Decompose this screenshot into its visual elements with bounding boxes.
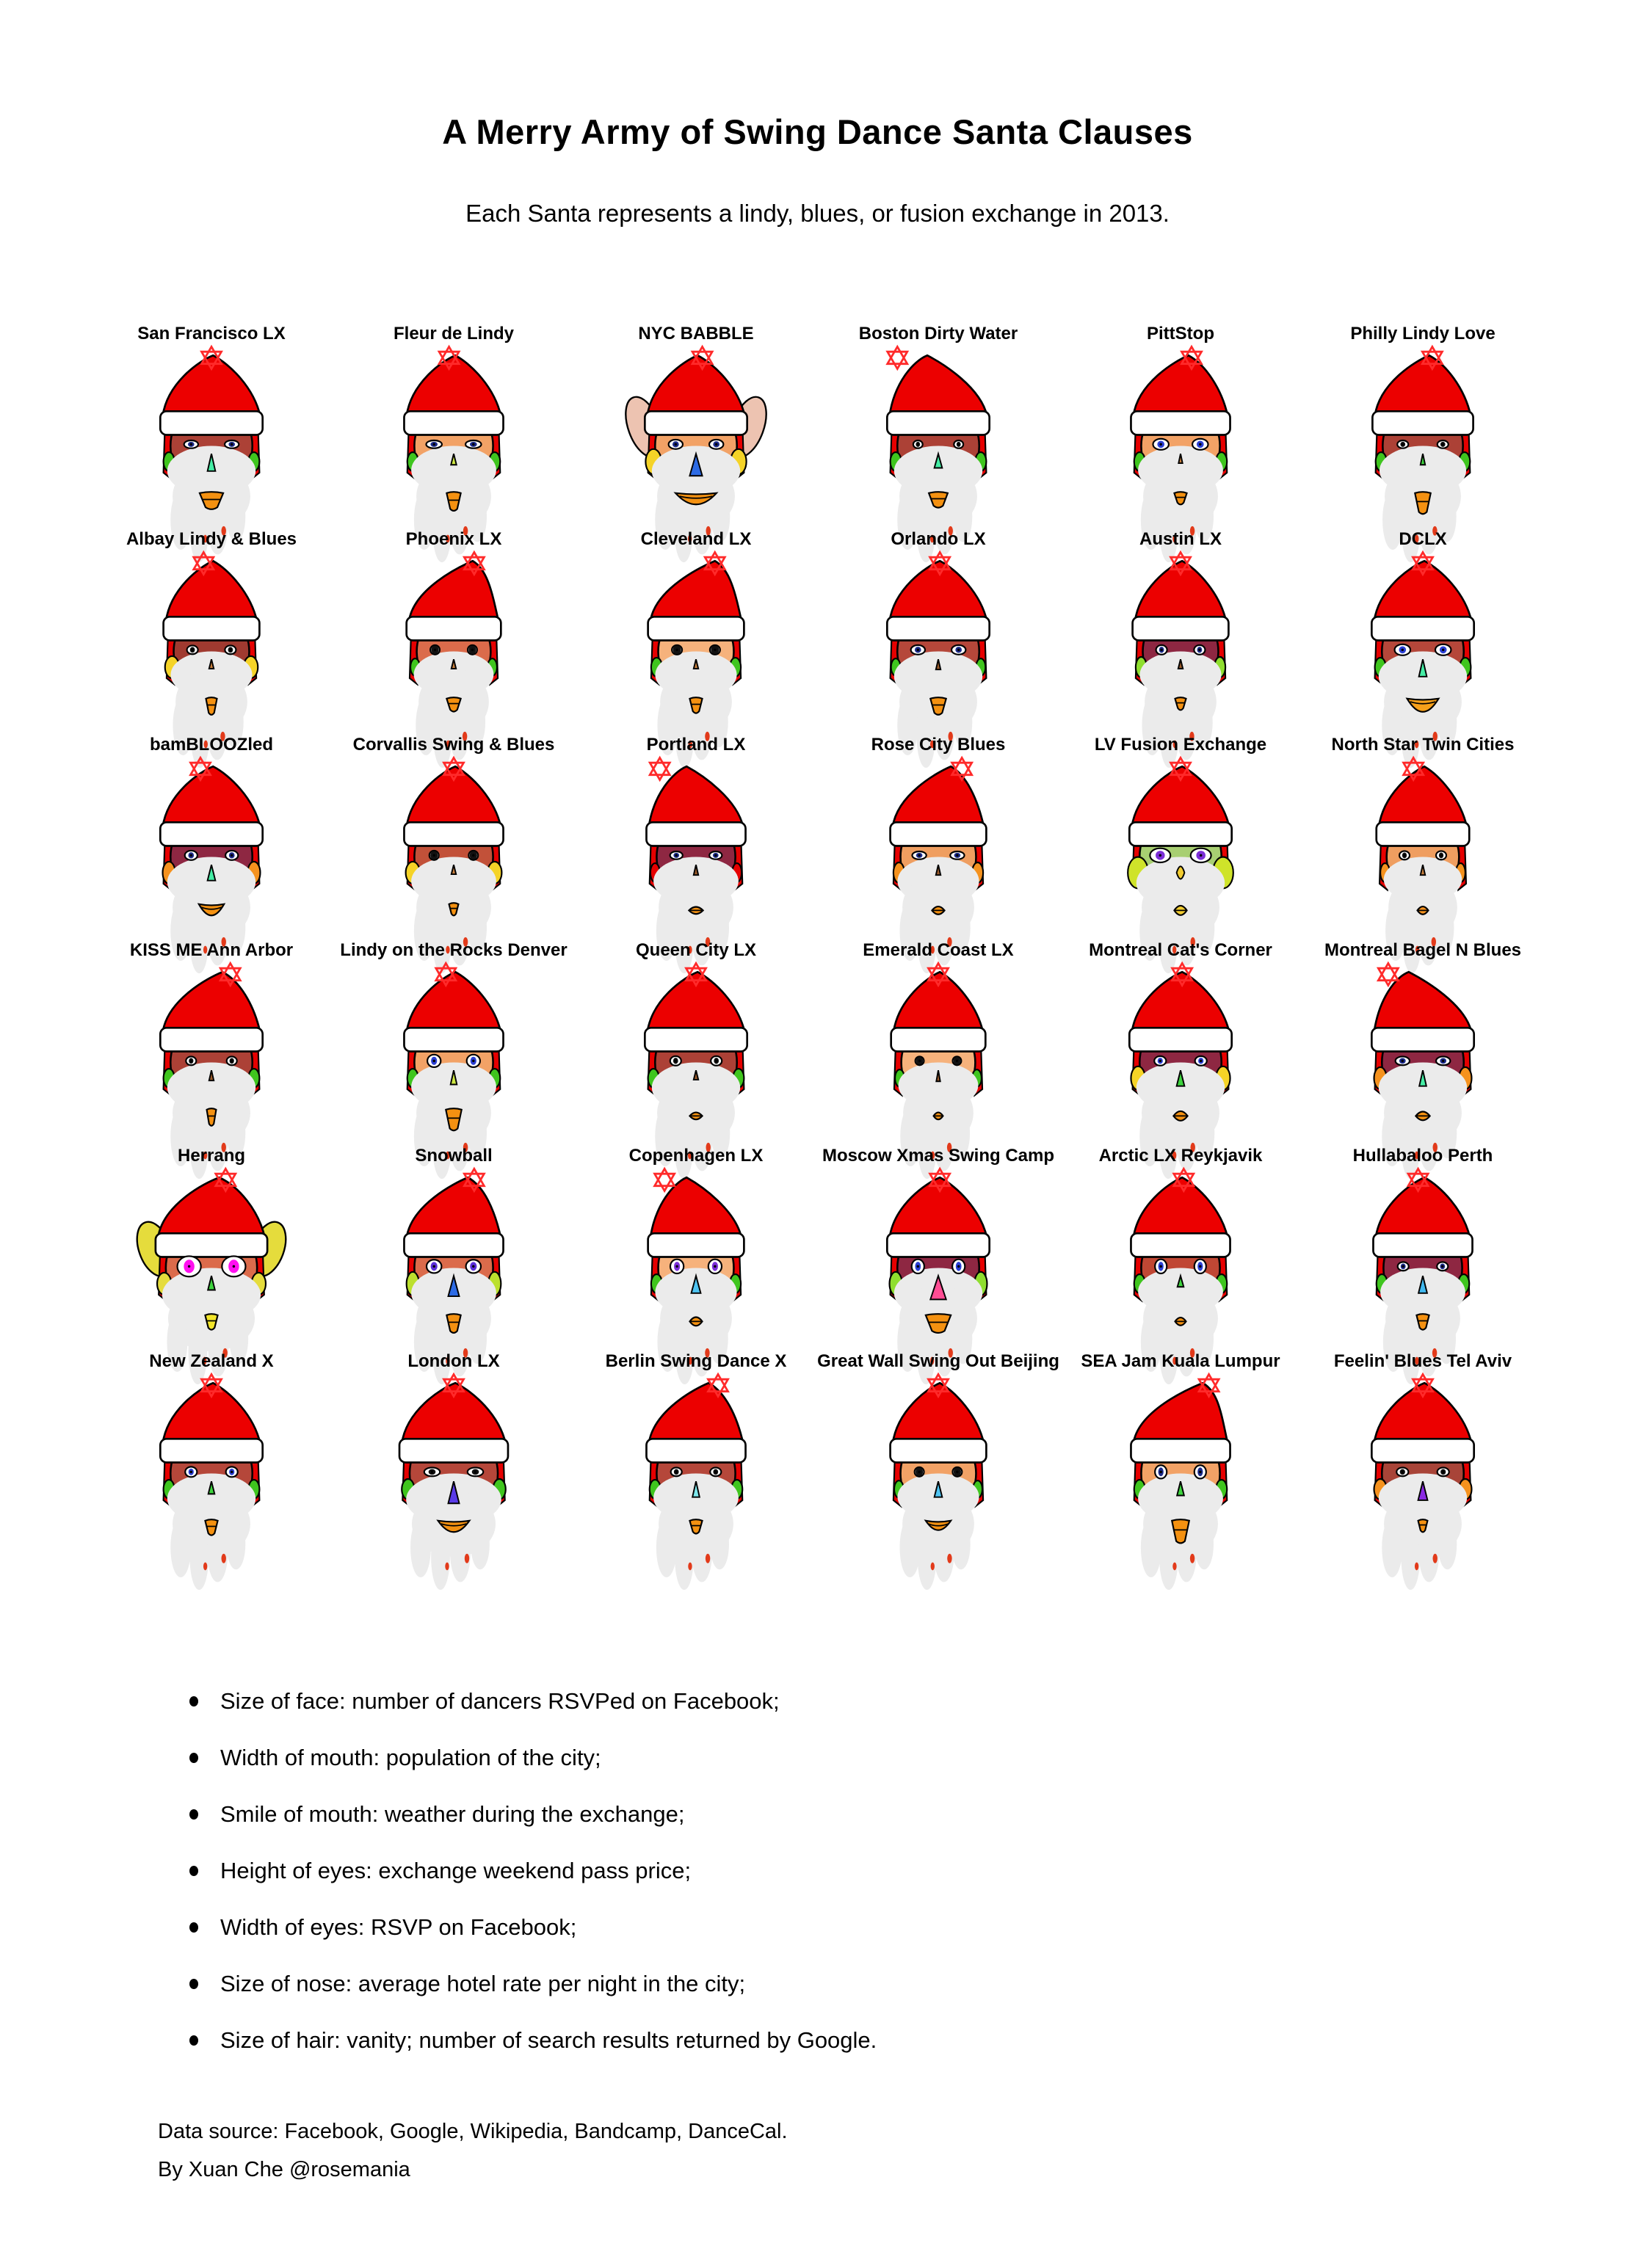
santa-cell bbox=[333, 323, 575, 528]
santa-cell bbox=[817, 939, 1059, 1145]
legend-item: Size of hair: vanity; number of search results returned by Google. bbox=[184, 2027, 1285, 2054]
santa-label: Queen City LX bbox=[635, 940, 757, 960]
santa-face-svg bbox=[1094, 548, 1267, 755]
santa-label: SEA Jam Kuala Lumpur bbox=[1081, 1351, 1280, 1371]
santa-label: Copenhagen LX bbox=[628, 1146, 764, 1166]
santa-cell bbox=[333, 1351, 575, 1556]
santa-face bbox=[125, 342, 298, 550]
santa-face-svg bbox=[852, 959, 1025, 1166]
santa-label: Montreal Cat's Corner bbox=[1089, 940, 1272, 960]
santa-face bbox=[1094, 1370, 1267, 1577]
santa-face bbox=[367, 548, 540, 755]
santa-label: NYC BABBLE bbox=[638, 324, 754, 344]
santa-label: Albay Lindy & Blues bbox=[126, 529, 297, 549]
legend-item: Height of eyes: exchange weekend pass price; bbox=[184, 1858, 1285, 1884]
santa-label: Cleveland LX bbox=[640, 529, 752, 549]
legend-list bbox=[184, 1688, 1285, 2084]
santa-face-svg bbox=[1094, 753, 1267, 961]
santa-label: Emerald Coast LX bbox=[863, 940, 1014, 960]
santa-label: London LX bbox=[407, 1351, 500, 1371]
santa-face bbox=[852, 1164, 1025, 1372]
santa-label: Feelin' Blues Tel Aviv bbox=[1333, 1351, 1512, 1371]
santa-face bbox=[1336, 1164, 1509, 1372]
santa-face-svg bbox=[125, 753, 298, 961]
santa-cell bbox=[1059, 528, 1302, 734]
santa-label: Lindy on the Rocks Denver bbox=[340, 940, 568, 960]
santa-face-svg bbox=[1336, 342, 1509, 550]
santa-cell bbox=[1302, 939, 1544, 1145]
santa-cell bbox=[817, 528, 1059, 734]
santa-label: Great Wall Swing Out Beijing bbox=[817, 1351, 1059, 1371]
santa-cell bbox=[575, 1351, 817, 1556]
santa-face bbox=[125, 548, 298, 755]
santa-face bbox=[852, 753, 1025, 961]
santa-cell bbox=[575, 1145, 817, 1351]
santa-face-svg bbox=[1336, 1370, 1509, 1577]
santa-face bbox=[1336, 548, 1509, 755]
santa-label: DCLX bbox=[1399, 529, 1447, 549]
santa-face-svg bbox=[1094, 342, 1267, 550]
santa-face bbox=[1094, 548, 1267, 755]
santa-face-svg bbox=[1336, 1164, 1509, 1372]
santa-face bbox=[609, 1370, 783, 1577]
santa-label: Philly Lindy Love bbox=[1350, 324, 1496, 344]
santa-label: San Francisco LX bbox=[137, 324, 286, 344]
santa-face-svg bbox=[852, 753, 1025, 961]
data-source-note: Data source: Facebook, Google, Wikipedia, Bandcamp, DanceCal. bbox=[158, 2120, 788, 2143]
santa-face bbox=[852, 342, 1025, 550]
santa-label: Hullabaloo Perth bbox=[1352, 1146, 1493, 1166]
santa-face-svg bbox=[367, 959, 540, 1166]
santa-label: Moscow Xmas Swing Camp bbox=[822, 1146, 1055, 1166]
santa-face bbox=[1094, 342, 1267, 550]
santa-grid bbox=[90, 323, 1544, 1556]
santa-face-svg bbox=[125, 548, 298, 755]
santa-face-svg bbox=[852, 1164, 1025, 1372]
santa-face-svg bbox=[1094, 959, 1267, 1166]
santa-label: Corvallis Swing & Blues bbox=[352, 735, 555, 755]
santa-face-svg bbox=[852, 342, 1025, 550]
santa-face bbox=[609, 753, 783, 961]
legend-item: Smile of mouth: weather during the exchange; bbox=[184, 1801, 1285, 1828]
santa-face bbox=[609, 548, 783, 755]
santa-label: KISS ME Ann Arbor bbox=[129, 940, 294, 960]
santa-cell bbox=[575, 939, 817, 1145]
santa-face-svg bbox=[609, 548, 783, 755]
santa-label: Herrang bbox=[177, 1146, 246, 1166]
santa-face bbox=[367, 1370, 540, 1577]
santa-face-svg bbox=[609, 753, 783, 961]
santa-face-svg bbox=[125, 1164, 298, 1372]
santa-face-svg bbox=[852, 1370, 1025, 1577]
legend-item: Size of face: number of dancers RSVPed on Facebook; bbox=[184, 1688, 1285, 1715]
santa-face-svg bbox=[609, 1370, 783, 1577]
santa-cell bbox=[817, 323, 1059, 528]
santa-cell bbox=[90, 734, 333, 939]
santa-face-svg bbox=[1336, 548, 1509, 755]
santa-cell bbox=[1059, 1351, 1302, 1556]
santa-label: bamBLOOZled bbox=[149, 735, 273, 755]
santa-label: Fleur de Lindy bbox=[393, 324, 514, 344]
santa-face bbox=[367, 959, 540, 1166]
santa-face bbox=[125, 1370, 298, 1577]
santa-face bbox=[1094, 753, 1267, 961]
santa-face-svg bbox=[1336, 753, 1509, 961]
santa-label: Austin LX bbox=[1139, 529, 1222, 549]
santa-face bbox=[1336, 959, 1509, 1166]
santa-label: Arctic LX Reykjavik bbox=[1098, 1146, 1263, 1166]
legend-item: Width of eyes: RSVP on Facebook; bbox=[184, 1914, 1285, 1941]
santa-face-svg bbox=[367, 342, 540, 550]
santa-face bbox=[1094, 1164, 1267, 1372]
santa-cell bbox=[1302, 528, 1544, 734]
page-subtitle: Each Santa represents a lindy, blues, or fusion exchange in 2013. bbox=[465, 200, 1170, 227]
santa-cell bbox=[90, 323, 333, 528]
santa-label: New Zealand X bbox=[149, 1351, 274, 1371]
santa-face-svg bbox=[1336, 959, 1509, 1166]
santa-face-svg bbox=[852, 548, 1025, 755]
santa-face-svg bbox=[125, 342, 298, 550]
santa-label: PittStop bbox=[1147, 324, 1214, 344]
santa-face-svg bbox=[1094, 1370, 1267, 1577]
santa-label: Snowball bbox=[415, 1146, 493, 1166]
santa-cell bbox=[817, 1145, 1059, 1351]
santa-cell bbox=[333, 528, 575, 734]
santa-label: Montreal Bagel N Blues bbox=[1324, 940, 1522, 960]
santa-cell bbox=[817, 734, 1059, 939]
santa-cell bbox=[1059, 1145, 1302, 1351]
santa-cell bbox=[1302, 1145, 1544, 1351]
santa-face bbox=[1336, 753, 1509, 961]
legend-item: Size of nose: average hotel rate per night in the city; bbox=[184, 1971, 1285, 1997]
santa-face-svg bbox=[367, 1164, 540, 1372]
santa-cell bbox=[817, 1351, 1059, 1556]
santa-cell bbox=[1059, 323, 1302, 528]
santa-cell bbox=[90, 1145, 333, 1351]
santa-label: Portland LX bbox=[646, 735, 746, 755]
santa-label: Boston Dirty Water bbox=[858, 324, 1018, 344]
santa-cell bbox=[1059, 734, 1302, 939]
santa-face bbox=[125, 1164, 298, 1372]
santa-face-svg bbox=[367, 1370, 540, 1577]
santa-cell bbox=[575, 323, 817, 528]
santa-cell bbox=[90, 528, 333, 734]
santa-cell bbox=[1302, 1351, 1544, 1556]
santa-face bbox=[1094, 959, 1267, 1166]
santa-cell bbox=[1302, 734, 1544, 939]
santa-face bbox=[609, 959, 783, 1166]
santa-face bbox=[1336, 342, 1509, 550]
santa-face-svg bbox=[367, 753, 540, 961]
santa-face bbox=[1336, 1370, 1509, 1577]
santa-label: Orlando LX bbox=[891, 529, 986, 549]
santa-face bbox=[367, 342, 540, 550]
santa-face-svg bbox=[609, 342, 783, 550]
santa-face bbox=[852, 548, 1025, 755]
santa-cell bbox=[1302, 323, 1544, 528]
santa-cell bbox=[575, 528, 817, 734]
santa-face-svg bbox=[1094, 1164, 1267, 1372]
santa-cell bbox=[333, 939, 575, 1145]
santa-label: Rose City Blues bbox=[871, 735, 1006, 755]
santa-face-svg bbox=[125, 959, 298, 1166]
santa-label: LV Fusion Exchange bbox=[1094, 735, 1267, 755]
santa-cell bbox=[333, 734, 575, 939]
santa-label: North Star Twin Cities bbox=[1331, 735, 1515, 755]
author-credit: By Xuan Che @rosemania bbox=[158, 2158, 410, 2181]
santa-face bbox=[367, 1164, 540, 1372]
santa-cell bbox=[333, 1145, 575, 1351]
santa-face bbox=[852, 959, 1025, 1166]
legend-item: Width of mouth: population of the city; bbox=[184, 1745, 1285, 1771]
page-title: A Merry Army of Swing Dance Santa Clauses bbox=[442, 112, 1193, 151]
santa-face bbox=[125, 959, 298, 1166]
santa-face-svg bbox=[609, 1164, 783, 1372]
santa-label: Berlin Swing Dance X bbox=[605, 1351, 787, 1371]
santa-cell bbox=[90, 939, 333, 1145]
santa-label: Phoenix LX bbox=[405, 529, 502, 549]
santa-face-svg bbox=[125, 1370, 298, 1577]
santa-cell bbox=[1059, 939, 1302, 1145]
santa-face bbox=[609, 342, 783, 550]
santa-face bbox=[367, 753, 540, 961]
santa-cell bbox=[575, 734, 817, 939]
santa-cell bbox=[90, 1351, 333, 1556]
santa-face-svg bbox=[367, 548, 540, 755]
santa-face-svg bbox=[609, 959, 783, 1166]
santa-face bbox=[125, 753, 298, 961]
santa-face bbox=[852, 1370, 1025, 1577]
santa-face bbox=[609, 1164, 783, 1372]
